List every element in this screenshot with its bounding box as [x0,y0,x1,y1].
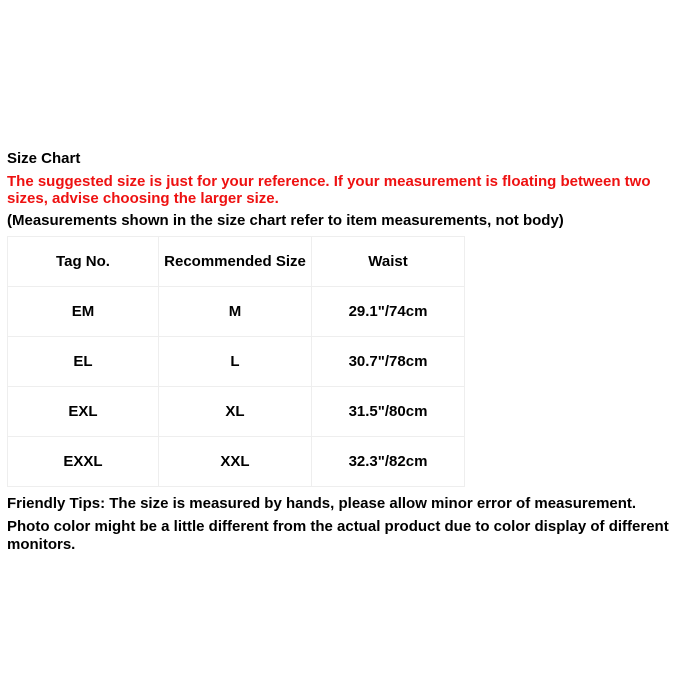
friendly-tips: Friendly Tips: The size is measured by hands, please allow minor error of measurement. [7,495,637,512]
tag-no-cell: EM [8,287,159,337]
header-waist: Waist [312,237,465,287]
table-row [8,437,465,487]
waist-cell: 30.7"/78cm [312,337,465,387]
header-recommended-size: Recommended Size [159,237,312,287]
measurement-note: (Measurements shown in the size chart refer to item measurements, not body) [7,212,564,229]
size-chart-title: Size Chart [7,150,81,167]
tag-no-cell: EXXL [8,437,159,487]
recommended-size-cell: L [159,337,312,387]
photo-color-note: Photo color might be a little different from the actual product due to color display of different monitors. [7,518,669,553]
waist-cell: 29.1"/74cm [312,287,465,337]
size-chart-document [7,150,697,553]
recommended-size-cell: M [159,287,312,337]
table-header-row [8,237,465,287]
tag-no-cell: EL [8,337,159,387]
table-row [8,337,465,387]
size-suggestion-notice: The suggested size is just for your reference. If your measurement is floating between two sizes, advise choosing the larger size. [7,173,651,207]
recommended-size-cell: XL [159,387,312,437]
table-row [8,387,465,437]
tag-no-cell: EXL [8,387,159,437]
recommended-size-cell: XXL [159,437,312,487]
size-table [7,236,465,487]
header-tag-no: Tag No. [8,237,159,287]
waist-cell: 31.5"/80cm [312,387,465,437]
waist-cell: 32.3"/82cm [312,437,465,487]
table-row [8,287,465,337]
